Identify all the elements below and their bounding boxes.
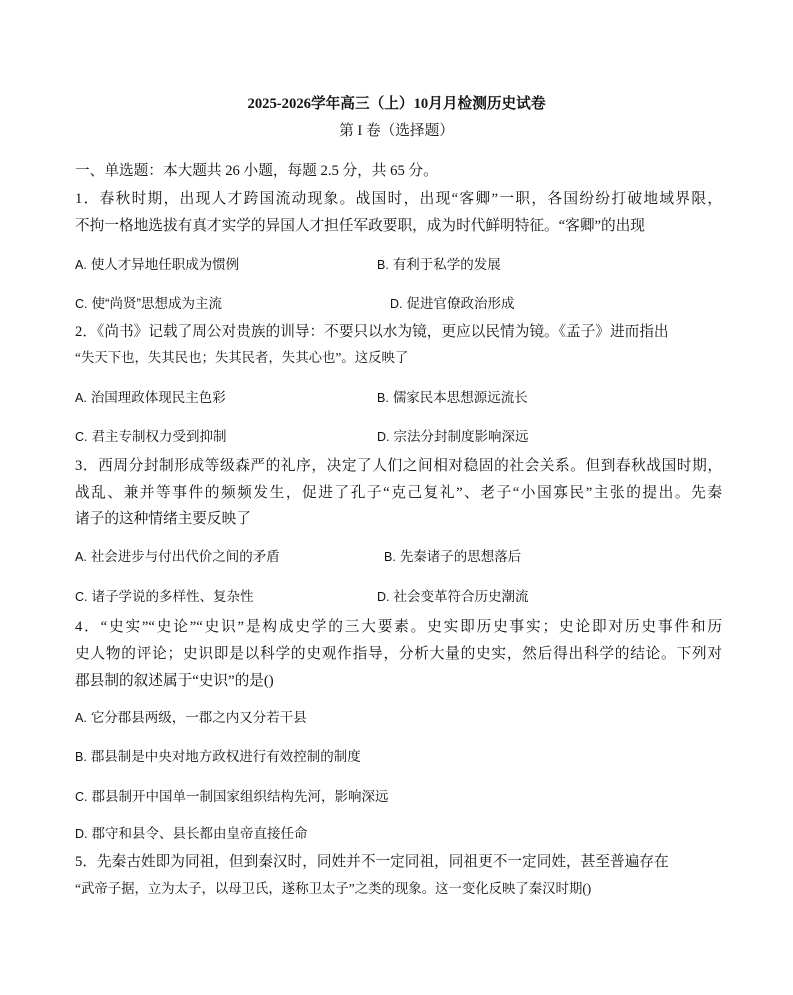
question-number: 3．: [75, 458, 99, 474]
option-text: 它分郡县两级，一郡之内又分若干县: [90, 710, 307, 725]
question-stem-line: 战乱、兼并等事件的频频发生，促进了孔子“克己复礼”、老子“小国寡民”主张的提出。先秦: [75, 485, 722, 501]
option-letter: A.: [75, 391, 87, 405]
question-stem-text: 西周分封制形成等级森严的礼序，决定了人们之间相对稳固的社会关系。但到春秋战国时期，: [98, 458, 722, 474]
option-letter: A.: [75, 550, 87, 564]
option-d: [377, 586, 529, 608]
question-stem-text: 春秋时期，出现人才跨国流动现象。战国时，出现“客卿”一职，各国纷纷打破地域界限，: [99, 191, 722, 207]
question-stem-line: “武帝子据，立为太子，以母卫氏，遂称卫太子”之类的现象。这一变化反映了秦汉时期(): [75, 881, 592, 896]
question-stem-line: [75, 455, 722, 477]
question-number: 4．: [75, 619, 101, 635]
option-letter: C.: [75, 790, 88, 804]
exam-subtitle: 第 I 卷（选择题）: [339, 123, 454, 139]
option-letter: D.: [75, 827, 88, 841]
option-text: 宗法分封制度影响深远: [393, 429, 529, 444]
option-c: [75, 586, 254, 608]
question-stem-line: [75, 851, 669, 873]
option-letter: B.: [377, 391, 389, 405]
option-d: [390, 293, 515, 315]
question-number: 1．: [75, 191, 100, 207]
option-text: 社会变革符合历史潮流: [393, 589, 529, 604]
question-stem-line: [75, 616, 722, 638]
option-letter: D.: [377, 430, 390, 444]
option-letter: B.: [75, 750, 87, 764]
question-stem-text: 《尚书》记载了周公对贵族的训导：不要只以水为镜，更应以民情为镜。《孟子》进而指出: [97, 324, 669, 340]
option-text: 郡县制是中央对地方政权进行有效控制的制度: [90, 749, 361, 764]
option-text: 诸子学说的多样性、复杂性: [91, 589, 254, 604]
option-letter: B.: [377, 258, 389, 272]
option-letter: C.: [75, 297, 88, 311]
question-stem-line: [75, 188, 722, 210]
option-a: [75, 387, 226, 409]
section-heading: 一、单选题：本大题共 26 小题，每题 2.5 分，共 65 分。: [75, 163, 438, 179]
option-letter: A.: [75, 711, 87, 725]
question-stem-text: 先秦古姓即为同祖，但到秦汉时，同姓并不一定同祖，同祖更不一定同姓，甚至普遍存在: [97, 854, 669, 870]
question-stem-line: 史人物的评论；史识即是以科学的史观作指导，分析大量的史实，然后得出科学的结论。下列对: [75, 646, 722, 662]
option-b: [377, 254, 501, 276]
option-letter: C.: [75, 430, 88, 444]
option-b: [75, 746, 361, 768]
option-d: [75, 823, 308, 845]
option-text: 儒家民本思想源远流长: [392, 390, 528, 405]
option-text: 使“尚贤”思想成为主流: [91, 296, 222, 311]
option-text: 有利于私学的发展: [392, 257, 501, 272]
option-text: 社会进步与付出代价之间的矛盾: [90, 549, 280, 564]
question-stem-line: 不拘一格地选拔有真才实学的异国人才担任军政要职，成为时代鲜明特征。“客卿”的出现: [75, 218, 645, 234]
option-text: 使人才异地任职成为惯例: [90, 257, 240, 272]
option-b: [384, 546, 521, 568]
question-number: 5．: [75, 854, 97, 870]
option-letter: B.: [384, 550, 396, 564]
option-text: 郡守和县令、县长都由皇帝直接任命: [91, 826, 308, 841]
option-b: [377, 387, 528, 409]
option-text: 先秦诸子的思想落后: [399, 549, 522, 564]
option-a: [75, 254, 239, 276]
question-stem-line: [75, 321, 669, 343]
option-text: 君主专制权力受到抑制: [91, 429, 227, 444]
question-stem-text: “史实”“史论”“史识”是构成史学的三大要素。史实即历史事实；史论即对历史事件和历: [100, 619, 722, 635]
option-letter: C.: [75, 590, 88, 604]
option-letter: A.: [75, 258, 87, 272]
option-a: [75, 707, 307, 729]
option-a: [75, 546, 280, 568]
exam-title: 2025-2026学年高三（上）10月月检测历史试卷: [247, 96, 546, 112]
option-text: 治国理政体现民主色彩: [90, 390, 226, 405]
option-c: [75, 293, 222, 315]
option-text: 郡县制开中国单一制国家组织结构先河，影响深远: [91, 789, 389, 804]
option-c: [75, 426, 227, 448]
question-stem-line: “失天下也，失其民也；失其民者，失其心也”。这反映了: [75, 350, 409, 365]
option-text: 促进官僚政治形成: [406, 296, 515, 311]
question-stem-line: 郡县制的叙述属于“史识”的是(): [75, 673, 274, 689]
option-d: [377, 426, 529, 448]
question-stem-line: 诸子的这种情绪主要反映了: [75, 511, 251, 527]
question-number: 2．: [75, 324, 97, 340]
option-letter: D.: [377, 590, 390, 604]
option-letter: D.: [390, 297, 403, 311]
option-c: [75, 786, 389, 808]
